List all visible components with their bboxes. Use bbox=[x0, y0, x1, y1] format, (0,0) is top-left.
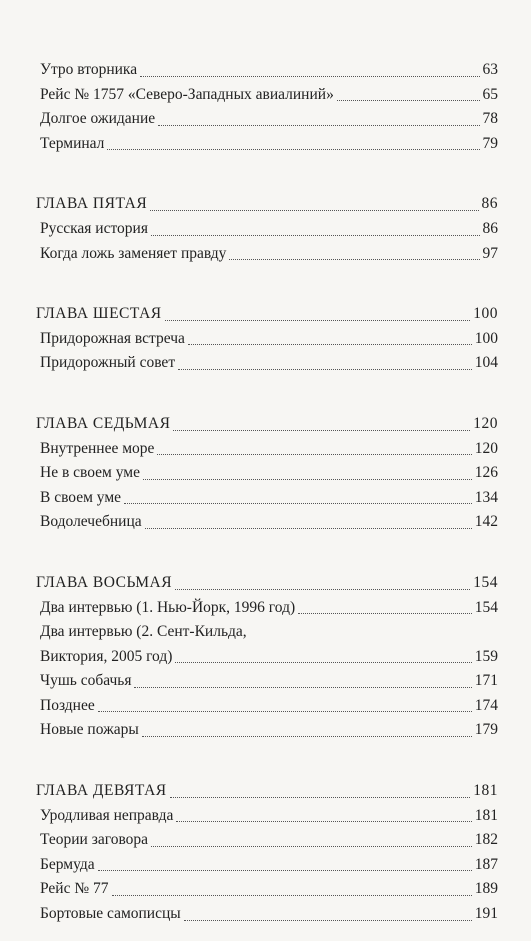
entry-title: Водолечебница bbox=[40, 513, 142, 531]
dot-leader bbox=[176, 821, 471, 822]
entry-page: 86 bbox=[482, 219, 498, 237]
entry-page: 174 bbox=[474, 696, 498, 714]
chapter-block bbox=[36, 302, 498, 376]
dot-leader bbox=[170, 797, 471, 798]
entry-page: 65 bbox=[482, 85, 498, 103]
entry-title: Внутреннее море bbox=[40, 439, 155, 457]
entry-page: 78 bbox=[482, 110, 498, 128]
toc-entry[interactable] bbox=[36, 596, 498, 621]
toc-entry[interactable] bbox=[36, 107, 498, 132]
entry-page: 97 bbox=[482, 244, 498, 262]
entry-page: 142 bbox=[474, 513, 498, 531]
chapter-page: 86 bbox=[481, 195, 498, 213]
toc-entry[interactable] bbox=[36, 437, 498, 462]
spacer bbox=[36, 549, 498, 571]
entry-page: 179 bbox=[474, 721, 498, 739]
entry-title-continuation-line bbox=[40, 645, 498, 670]
dot-leader bbox=[150, 210, 478, 211]
toc-entry[interactable] bbox=[36, 853, 498, 878]
entry-page: 100 bbox=[474, 329, 498, 347]
dot-leader bbox=[175, 589, 470, 590]
chapter-heading[interactable] bbox=[36, 412, 498, 437]
entry-page: 171 bbox=[474, 672, 498, 690]
entry-title: Утро вторника bbox=[40, 61, 138, 78]
dot-leader bbox=[165, 320, 471, 321]
spacer bbox=[36, 170, 498, 192]
toc-entry[interactable] bbox=[36, 327, 498, 352]
entry-page: 63 bbox=[482, 61, 498, 78]
chapter-title: ГЛАВА ДЕВЯТАЯ bbox=[36, 782, 167, 800]
entry-title: Долгое ожидание bbox=[40, 110, 156, 128]
entry-title: Два интервью (1. Нью-Йорк, 1996 год) bbox=[40, 598, 296, 616]
dot-leader bbox=[143, 479, 472, 480]
chapter-title: ГЛАВА ПЯТАЯ bbox=[36, 195, 148, 213]
dot-leader bbox=[175, 662, 471, 663]
dot-leader bbox=[158, 125, 479, 126]
entry-title: Придорожная встреча bbox=[40, 329, 185, 347]
entry-title: Бортовые самописцы bbox=[40, 905, 181, 923]
toc-entry[interactable] bbox=[36, 510, 498, 535]
toc-entry[interactable] bbox=[36, 242, 498, 267]
dot-leader bbox=[173, 430, 470, 431]
dot-leader bbox=[140, 76, 479, 77]
toc-entry[interactable] bbox=[36, 461, 498, 486]
dot-leader bbox=[157, 454, 471, 455]
toc-entry[interactable] bbox=[36, 828, 498, 853]
chapter-block bbox=[36, 571, 498, 743]
dot-leader bbox=[178, 369, 472, 370]
entry-page: 134 bbox=[474, 488, 498, 506]
dot-leader bbox=[184, 920, 472, 921]
entry-title: Русская история bbox=[40, 219, 148, 237]
entry-page: 181 bbox=[474, 806, 498, 824]
entry-title: Рейс № 1757 «Северо-Западных авиалиний» bbox=[40, 85, 334, 103]
toc-entry[interactable] bbox=[36, 351, 498, 376]
entry-title: Терминал bbox=[40, 134, 105, 152]
chapter-heading[interactable] bbox=[36, 779, 498, 804]
chapter-page: 181 bbox=[473, 782, 498, 800]
dot-leader bbox=[151, 846, 472, 847]
toc-entry[interactable] bbox=[36, 804, 498, 829]
entry-page: 189 bbox=[474, 880, 498, 898]
toc-entry[interactable] bbox=[36, 669, 498, 694]
chapter-block bbox=[36, 779, 498, 927]
entry-title: Придорожный совет bbox=[40, 354, 176, 372]
spacer bbox=[36, 390, 498, 412]
toc-entry[interactable] bbox=[36, 132, 498, 157]
dot-leader bbox=[145, 528, 472, 529]
entry-title: Не в своем уме bbox=[40, 464, 140, 482]
chapter-block bbox=[36, 58, 498, 156]
entry-title: Когда ложь заменяет правду bbox=[40, 244, 227, 262]
chapter-title: ГЛАВА СЕДЬМАЯ bbox=[36, 414, 171, 432]
dot-leader bbox=[229, 259, 479, 260]
entry-page: 154 bbox=[474, 598, 498, 616]
spacer bbox=[36, 757, 498, 779]
chapter-title: ГЛАВА ВОСЬМАЯ bbox=[36, 573, 173, 591]
entry-page: 159 bbox=[474, 647, 498, 665]
dot-leader bbox=[107, 149, 479, 150]
entry-title: Уродливая неправда bbox=[40, 806, 174, 824]
dot-leader bbox=[134, 687, 471, 688]
entry-title: Рейс № 77 bbox=[40, 880, 109, 898]
dot-leader bbox=[142, 736, 472, 737]
spacer bbox=[36, 280, 498, 302]
entry-title: В своем уме bbox=[40, 488, 122, 506]
toc-entry[interactable] bbox=[36, 877, 498, 902]
chapter-heading[interactable] bbox=[36, 571, 498, 596]
chapter-block bbox=[36, 412, 498, 535]
chapter-block bbox=[36, 192, 498, 266]
chapter-heading[interactable] bbox=[36, 302, 498, 327]
dot-leader bbox=[337, 100, 480, 101]
toc-entry[interactable] bbox=[36, 486, 498, 511]
entry-page: 126 bbox=[474, 464, 498, 482]
chapter-page: 154 bbox=[473, 573, 498, 591]
dot-leader bbox=[188, 344, 472, 345]
entry-title-continuation: Виктория, 2005 год) bbox=[40, 647, 173, 665]
toc-entry[interactable] bbox=[36, 217, 498, 242]
chapter-page: 100 bbox=[473, 305, 498, 323]
dot-leader bbox=[298, 613, 472, 614]
entry-page: 187 bbox=[474, 855, 498, 873]
dot-leader bbox=[112, 895, 472, 896]
entry-page: 182 bbox=[474, 831, 498, 849]
entry-title: Бермуда bbox=[40, 855, 95, 873]
entry-title: Теории заговора bbox=[40, 831, 149, 849]
dot-leader bbox=[124, 503, 472, 504]
toc-entry[interactable] bbox=[36, 718, 498, 743]
entry-page: 104 bbox=[474, 354, 498, 372]
entry-title: Два интервью (2. Сент-Кильда, bbox=[40, 623, 247, 641]
dot-leader bbox=[151, 235, 480, 236]
entry-page: 120 bbox=[474, 439, 498, 457]
chapter-title: ГЛАВА ШЕСТАЯ bbox=[36, 305, 162, 323]
table-of-contents bbox=[36, 58, 498, 941]
entry-title: Чушь собачья bbox=[40, 672, 132, 690]
entry-page: 79 bbox=[482, 134, 498, 152]
entry-page: 191 bbox=[474, 905, 498, 923]
toc-entry[interactable] bbox=[36, 83, 498, 108]
entry-title: Новые пожары bbox=[40, 721, 139, 739]
toc-entry[interactable] bbox=[36, 58, 498, 83]
chapter-heading[interactable] bbox=[36, 192, 498, 217]
toc-entry[interactable] bbox=[36, 620, 498, 669]
dot-leader bbox=[98, 711, 472, 712]
toc-entry[interactable] bbox=[36, 694, 498, 719]
entry-title: Позднее bbox=[40, 696, 95, 714]
toc-entry[interactable] bbox=[36, 902, 498, 927]
chapter-page: 120 bbox=[473, 414, 498, 432]
dot-leader bbox=[98, 870, 472, 871]
